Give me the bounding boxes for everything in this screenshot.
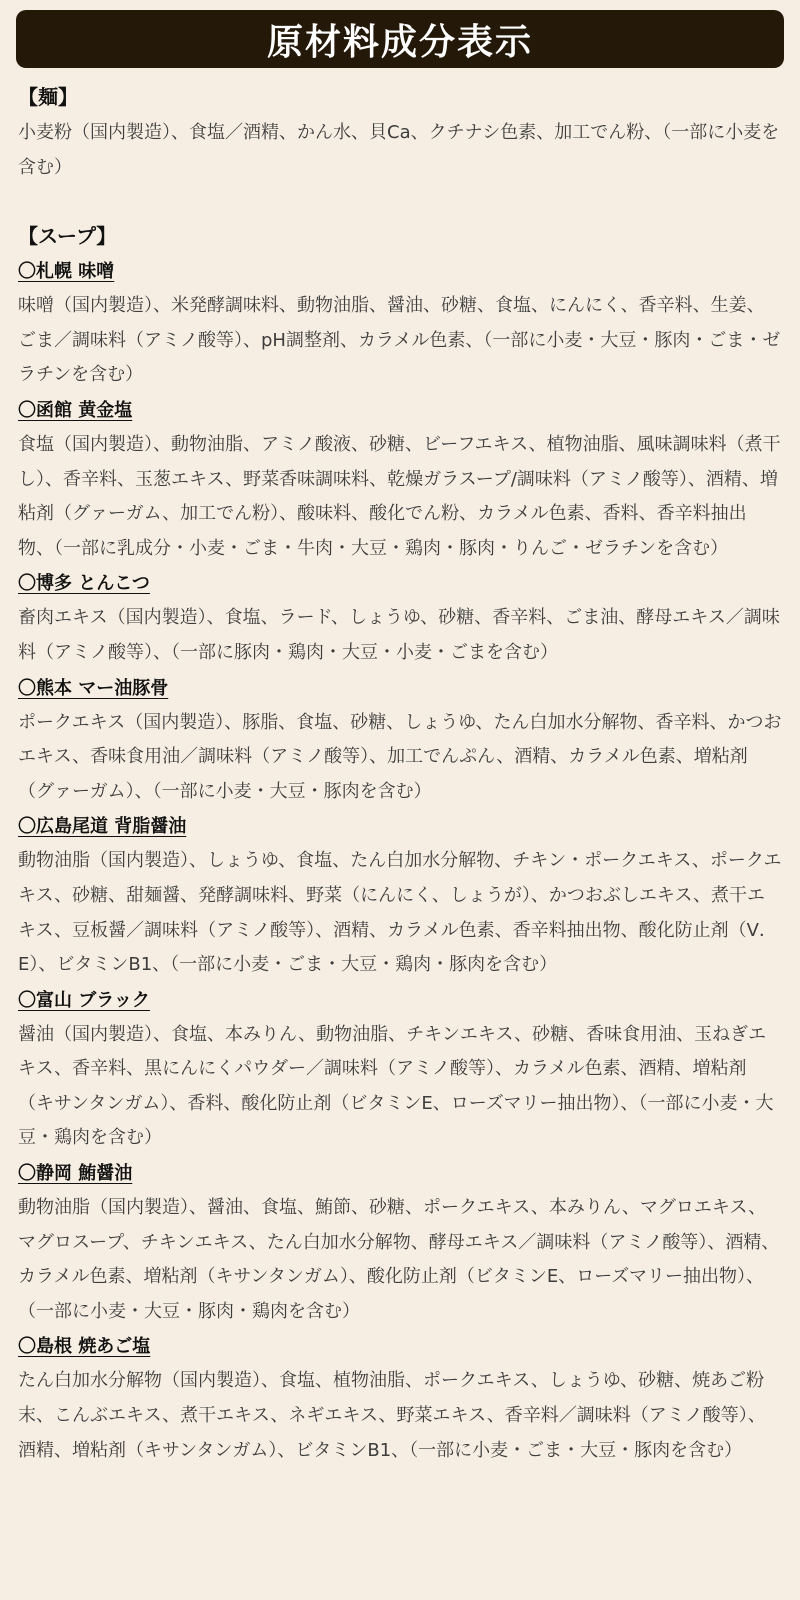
soup-item-toyama-black (18, 984, 782, 1156)
soup-ingredients: 醤油（国内製造）、食塩、本みりん、動物油脂、チキンエキス、砂糖、香味食用油、玉ねぎエキス、香辛料、黒にんにくパウダー／調味料（アミノ酸等）、カラメル色素、酒精、増粘剤（キサンタンガム）、香料、酸化防止剤（ビタミンE、ローズマリー抽出物）、（一部に小麦・大豆・鶏肉を含む） (18, 1023, 774, 1149)
soup-ingredients: 動物油脂（国内製造）、醤油、食塩、鮪節、砂糖、ポークエキス、本みりん、マグロエキス、マグロスープ、チキンエキス、たん白加水分解物、酵母エキス／調味料（アミノ酸等）、酒精、カラメル色素、増粘剤（キサンタンガム）、酸化防止剤（ビタミンE、ローズマリー抽出物）、（一部に小麦・大豆・豚肉・鶏肉を含む） (18, 1197, 780, 1322)
soup-ingredients: 畜肉エキス（国内製造）、食塩、ラード、しょうゆ、砂糖、香辛料、ごま油、酵母エキス／調味料（アミノ酸等）、（一部に豚肉・鶏肉・大豆・小麦・ごまを含む） (18, 607, 780, 663)
noodle-heading: 【麺】 (18, 85, 78, 109)
ingredients-content (18, 82, 782, 1469)
soup-ingredients: たん白加水分解物（国内製造）、食塩、植物油脂、ポークエキス、しょうゆ、砂糖、焼あご粉末、こんぶエキス、煮干エキス、ネギエキス、野菜エキス、香辛料／調味料（アミノ酸等）、酒精、増粘剤（キサンタンガム）、ビタミンB1、（一部に小麦・ごま・大豆・豚肉を含む） (18, 1370, 766, 1461)
soup-ingredients: ポークエキス（国内製造）、豚脂、食塩、砂糖、しょうゆ、たん白加水分解物、香辛料、かつおエキス、香味食用油／調味料（アミノ酸等）、加工でんぷん、酒精、カラメル色素、増粘剤（グァーガム）、（一部に小麦・大豆・豚肉を含む） (18, 711, 782, 802)
soup-name: 〇静岡 鮪醤油 (18, 1163, 133, 1185)
soup-name: 〇札幌 味噌 (18, 261, 115, 283)
soup-name: 〇函館 黄金塩 (18, 399, 133, 421)
soup-item-kumamoto-mayu (18, 672, 782, 810)
soup-item-hakodate-shio (18, 394, 782, 566)
soup-item-sapporo-miso (18, 255, 782, 393)
page-title: 原材料成分表示 (266, 21, 533, 63)
noodle-ingredients: 小麦粉（国内製造）、食塩／酒精、かん水、貝Ca、クチナシ色素、加工でん粉、（一部に小麦を含む） (18, 122, 780, 178)
soup-name: 〇島根 焼あご塩 (18, 1336, 151, 1358)
title-banner (16, 10, 784, 68)
soup-name: 〇熊本 マー油豚骨 (18, 677, 169, 699)
soup-item-hakata-tonkotsu (18, 567, 782, 670)
soup-ingredients: 味噌（国内製造）、米発酵調味料、動物油脂、醤油、砂糖、食塩、にんにく、香辛料、生姜、ごま／調味料（アミノ酸等）、pH調整剤、カラメル色素、（一部に小麦・大豆・豚肉・ごま・ゼラチンを含む） (18, 295, 781, 386)
soup-name: 〇博多 とんこつ (18, 573, 150, 595)
soup-name: 〇広島尾道 背脂醤油 (18, 816, 187, 838)
soup-name: 〇富山 ブラック (18, 989, 150, 1011)
soup-ingredients: 動物油脂（国内製造）、しょうゆ、食塩、たん白加水分解物、チキン・ポークエキス、ポークエキス、砂糖、甜麺醤、発酵調味料、野菜（にんにく、しょうが）、かつおぶしエキス、煮干エキス、豆板醤／調味料（アミノ酸等）、酒精、カラメル色素、香辛料抽出物、酸化防止剤（V．E）、ビタミンB1、（一部に小麦・ごま・大豆・鶏肉・豚肉を含む） (18, 850, 782, 976)
soup-ingredients: 食塩（国内製造）、動物油脂、アミノ酸液、砂糖、ビーフエキス、植物油脂、風味調味料（煮干し）、香辛料、玉葱エキス、野菜香味調味料、乾燥ガラスープ/調味料（アミノ酸等）、酒精、増粘剤（グァーガム、加工でん粉）、酸味料、酸化でん粉、カラメル色素、香料、香辛料抽出物、（一部に乳成分・小麦・ごま・牛肉・大豆・鶏肉・豚肉・りんご・ゼラチンを含む） (18, 433, 781, 559)
soup-heading: 【スープ】 (18, 224, 117, 249)
soup-item-shizuoka-maguro (18, 1157, 782, 1329)
soup-list (18, 255, 782, 1468)
soup-item-shimane-yakiago (18, 1330, 782, 1468)
soup-item-hiroshima-onomichi (18, 810, 782, 982)
